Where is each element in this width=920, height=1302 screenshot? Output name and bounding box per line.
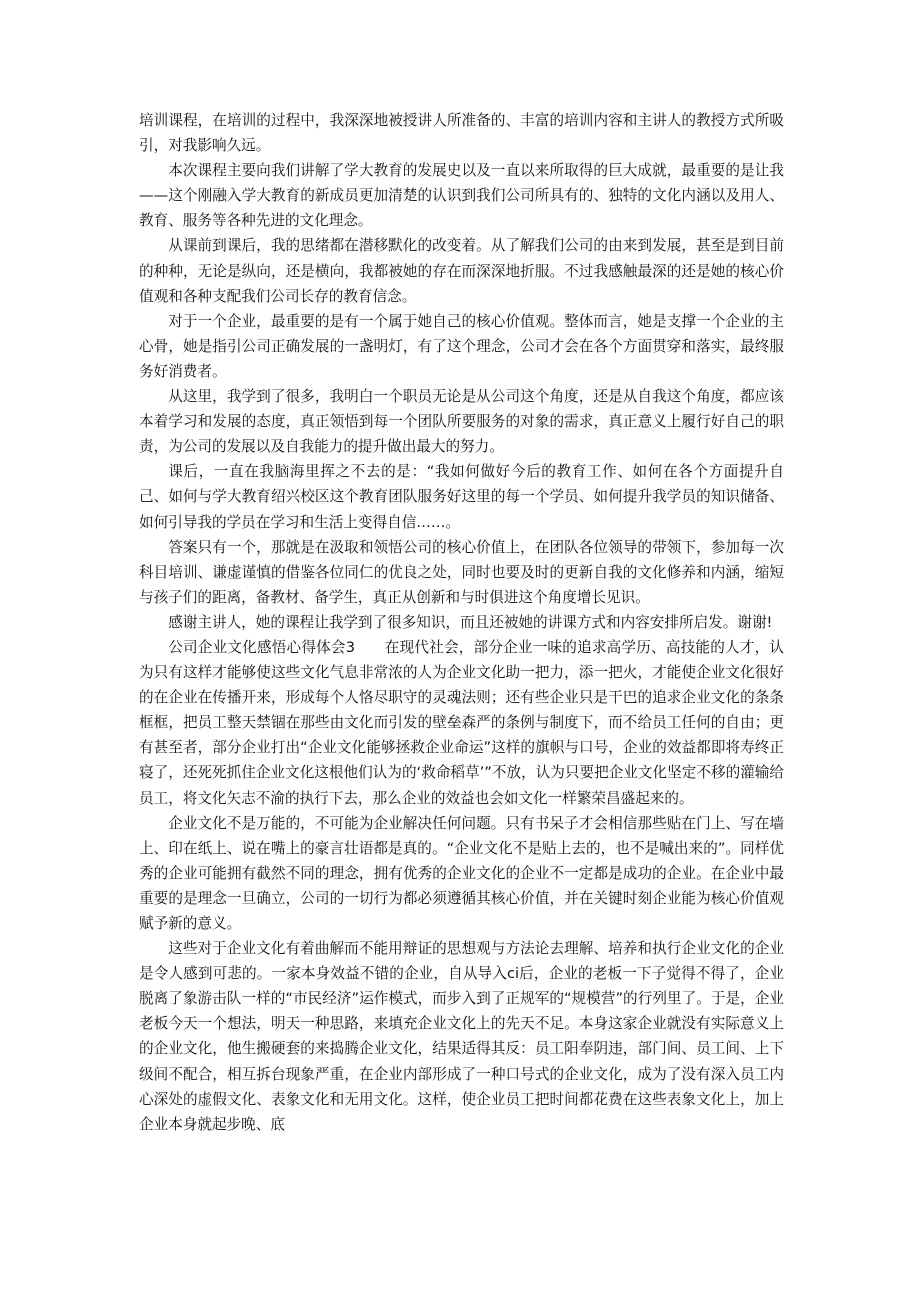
- paragraph-11: 这些对于企业文化有着曲解而不能用辩证的思想观与方法论去理解、培养和执行企业文化的企业是令人感到可悲的。一家本身效益不错的企业，自从导入ci后，企业的老板一下子觉得不得了，企业脱离了象游击队一样的“市民经济”运作模式，而步入到了正规军的“规模营”的行列里了。于是，企业老板今天一个想法，明天一种思路，来填充企业文化上的先天不足。本身这家企业就没有实际意义上的企业文化，他生搬硬套的来捣腾企业文化，结果适得其反：员工阳奉阴违，部门间、员工间、上下级间不配合，相互拆台现象严重，在企业内部形成了一种口号式的企业文化，成为了没有深入员工内心深处的虚假文化、表象文化和无用文化。这样，使企业员工把时间都花费在这些表象文化上，加上企业本身就起步晚、底: [139, 940, 784, 1133]
- paragraph-3: 从课前到课后，我的思绪都在潜移默化的改变着。从了解我们公司的由来到发展，甚至是到目前的种种，无论是纵向，还是横向，我都被她的存在而深深地折服。不过我感触最深的还是她的核心价值观和各种支配我们公司长存的教育信念。: [139, 237, 784, 305]
- paragraph-4: 对于一个企业，最重要的是有一个属于她自己的核心价值观。整体而言，她是支撑一个企业的主心骨，她是指引公司正确发展的一盏明灯，有了这个理念，公司才会在各个方面贯穿和落实，最终服务好消费者。: [139, 312, 784, 380]
- paragraph-9: 公司企业文化感悟心得体会3 在现代社会，部分企业一味的追求高学历、高技能的人才，认为只有这样才能够使这些文化气息非常浓的人为企业文化助一把力，添一把火，才能使企业文化很好的在企业在传播开来，形成每个人恪尽职守的灵魂法则；还有些企业只是干巴的追求企业文化的条条框框，把员工整天禁锢在那些由文化而引发的壁垒森严的条例与制度下，而不给员工任何的自由；更有甚至者，部分企业打出“企业文化能够拯救企业命运”这样的旗帜与口号，企业的效益都即将寿终正寝了，还死死抓住企业文化这根他们认为的‘救命稻草’”不放，认为只要把企业文化坚定不移的灌输给员工，将文化矢志不渝的执行下去，那么企业的效益也会如文化一样繁荣昌盛起来的。: [139, 638, 784, 807]
- paragraph-8: 感谢主讲人，她的课程让我学到了很多知识，而且还被她的讲课方式和内容安排所启发。谢谢!: [168, 613, 773, 631]
- paragraph-5: 从这里，我学到了很多，我明白一个职员无论是从公司这个角度，还是从自我这个角度，都应该本着学习和发展的态度，真正领悟到每一个团队所要服务的对象的需求，真正意义上履行好自己的职责，为公司的发展以及自我能力的提升做出最大的努力。: [139, 388, 784, 456]
- document-body: [139, 108, 784, 1137]
- paragraph-6: 课后，一直在我脑海里挥之不去的是：“我如何做好今后的教育工作、如何在各个方面提升自己、如何与学大教育绍兴校区这个教育团队服务好这里的每一个学员、如何提升我学员的知识储备、如何引导我的学员在学习和生活上变得自信……。: [139, 463, 784, 531]
- paragraph-7: 答案只有一个，那就是在汲取和领悟公司的核心价值上，在团队各位领导的带领下，参加每一次科目培训、谦虚谨慎的借鉴各位同仁的优良之处，同时也要及时的更新自我的文化修养和内涵，缩短与孩子们的距离，备教材、备学生，真正从创新和与时俱进这个角度增长见识。: [139, 538, 784, 606]
- paragraph-10: 企业文化不是万能的，不可能为企业解决任何问题。只有书呆子才会相信那些贴在门上、写在墙上、印在纸上、说在嘴上的豪言壮语都是真的。“企业文化不是贴上去的，也不是喊出来的”。同样优秀的企业可能拥有截然不同的理念，拥有优秀的企业文化的企业不一定都是成功的企业。在企业中最重要的是理念一旦确立，公司的一切行为都必须遵循其核心价值，并在关键时刻企业能为核心价值观赋予新的意义。: [139, 814, 784, 932]
- paragraph-2: 本次课程主要向我们讲解了学大教育的发展史以及一直以来所取得的巨大成就，最重要的是让我——这个刚融入学大教育的新成员更加清楚的认识到我们公司所具有的、独特的文化内涵以及用人、教育、服务等各种先进的文化理念。: [139, 162, 784, 230]
- paragraph-1: 培训课程，在培训的过程中，我深深地被授讲人所准备的、丰富的培训内容和主讲人的教授方式所吸引，对我影响久远。: [139, 112, 784, 155]
